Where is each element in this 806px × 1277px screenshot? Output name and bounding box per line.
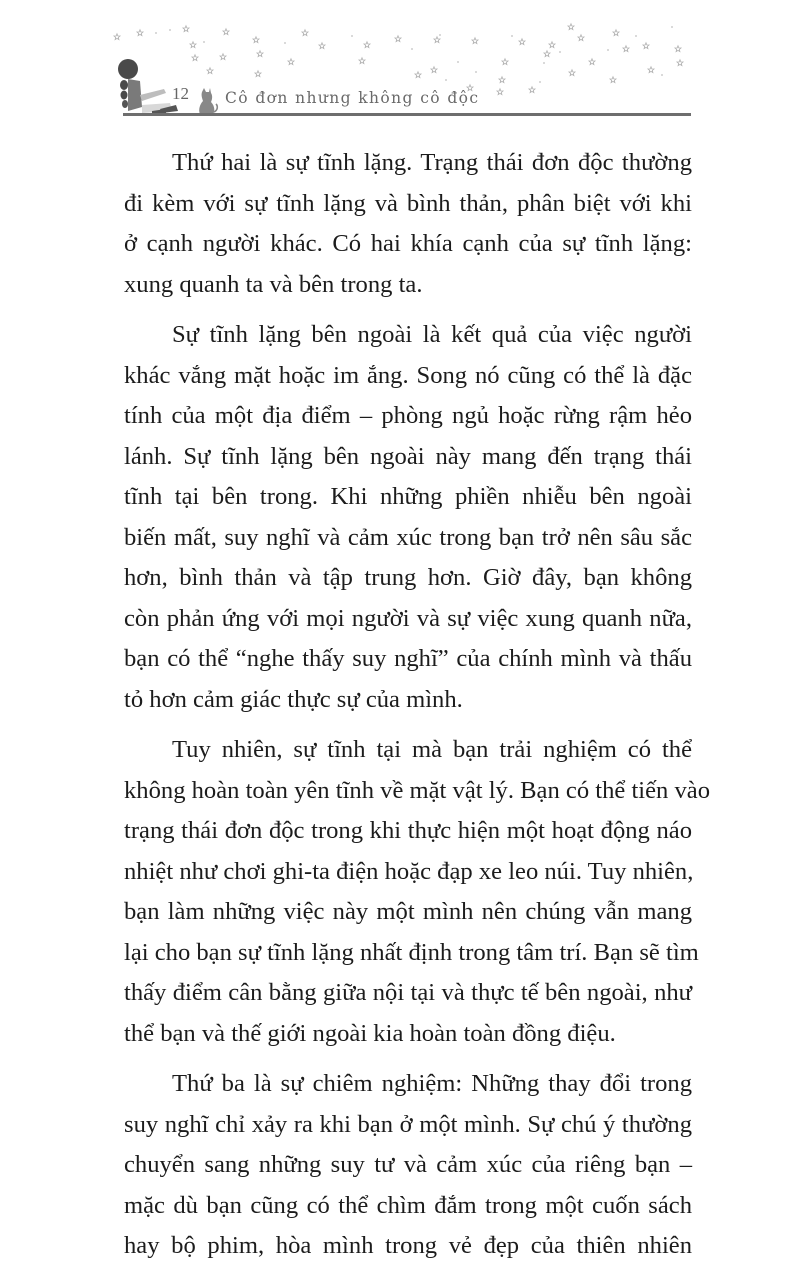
text-line: đi kèm với sự tĩnh lặng và bình thản, phân biệt với khi bbox=[124, 189, 692, 217]
star-icon bbox=[190, 42, 196, 48]
star-icon bbox=[253, 37, 259, 43]
star-icon bbox=[137, 30, 143, 36]
dot-icon bbox=[284, 42, 286, 44]
star-icon bbox=[364, 42, 370, 48]
dot-icon bbox=[671, 26, 673, 28]
dot-icon bbox=[475, 71, 477, 73]
star-icon bbox=[502, 59, 508, 65]
dot-icon bbox=[559, 51, 561, 53]
paragraph bbox=[124, 730, 711, 1054]
star-icon bbox=[549, 42, 555, 48]
star-icon bbox=[183, 26, 189, 32]
paragraph bbox=[124, 143, 692, 305]
dot-icon bbox=[543, 62, 545, 64]
dot-icon bbox=[203, 41, 205, 43]
paragraph bbox=[124, 315, 692, 720]
star-icon bbox=[677, 60, 683, 66]
star-icon bbox=[472, 38, 478, 44]
text-line: bạn làm những việc này một mình nên chúng vẫn mang bbox=[124, 898, 692, 925]
text-line: lại cho bạn sự tĩnh lặng nhất định trong tâm trí. Bạn sẽ tìm bbox=[124, 938, 699, 966]
star-icon bbox=[589, 59, 595, 65]
star-icon bbox=[613, 30, 619, 36]
star-icon bbox=[223, 29, 229, 35]
running-title: Cô đơn nhưng không cô độc bbox=[225, 89, 480, 107]
star-icon bbox=[415, 72, 421, 78]
page-number: 12 bbox=[172, 84, 189, 103]
star-icon bbox=[114, 34, 120, 40]
dot-icon bbox=[511, 35, 513, 37]
text-line: suy nghĩ chỉ xảy ra khi bạn ở một mình. Sự chú ý thường bbox=[124, 1110, 692, 1138]
star-icon bbox=[431, 67, 437, 73]
text-line: thể bạn và thế giới ngoài kia hoàn toàn đồng điệu. bbox=[124, 1019, 616, 1047]
dot-icon bbox=[457, 61, 459, 63]
star-icon bbox=[255, 71, 261, 77]
text-line: bạn có thể “nghe thấy suy nghĩ” của chính mình và thấu bbox=[124, 645, 692, 672]
text-line: tỏ hơn cảm giác thực sự của mình. bbox=[124, 685, 463, 713]
star-icon bbox=[288, 59, 294, 65]
text-line: trạng thái đơn độc trong khi thực hiện một hoạt động náo bbox=[124, 817, 692, 844]
body-text bbox=[124, 143, 711, 1277]
text-line: Thứ hai là sự tĩnh lặng. Trạng thái đơn độc thường bbox=[172, 149, 692, 176]
text-line: mặc dù bạn cũng có thể chìm đắm trong một cuốn sách bbox=[124, 1191, 692, 1219]
text-line: Sự tĩnh lặng bên ngoài là kết quả của việc người bbox=[172, 321, 692, 348]
text-line: tính của một địa điểm – phòng ngủ hoặc rừng rậm hẻo bbox=[124, 402, 692, 429]
star-icon bbox=[610, 77, 616, 83]
star-icon bbox=[623, 46, 629, 52]
text-line: tĩnh tại bên trong. Khi những phiền nhiễu bên ngoài bbox=[124, 483, 692, 510]
text-line: xung quanh ta và bên trong ta. bbox=[124, 270, 423, 298]
star-icon bbox=[529, 87, 535, 93]
text-line: chuyển sang những suy tư và cảm xúc của riêng bạn – bbox=[124, 1151, 692, 1178]
dot-icon bbox=[169, 29, 171, 31]
paragraph bbox=[124, 1064, 692, 1267]
dot-icon bbox=[607, 49, 609, 51]
dot-icon bbox=[539, 81, 541, 83]
text-line: khác vắng mặt hoặc im ắng. Song nó cũng có thể là đặc bbox=[124, 361, 692, 389]
page-header bbox=[0, 0, 806, 120]
cat-icon bbox=[196, 88, 220, 114]
dot-icon bbox=[661, 74, 663, 76]
text-line: ở cạnh người khác. Có hai khía cạnh của sự tĩnh lặng: bbox=[124, 230, 692, 257]
star-icon bbox=[499, 77, 505, 83]
text-line: hơn, bình thản và tập trung hơn. Giờ đây, bạn không bbox=[124, 564, 692, 591]
star-icon bbox=[257, 51, 263, 57]
text-line: còn phản ứng với mọi người và sự việc xung quanh nữa, bbox=[124, 604, 692, 632]
star-icon bbox=[319, 43, 325, 49]
text-line: Thứ ba là sự chiêm nghiệm: Những thay đổi trong bbox=[172, 1070, 692, 1097]
text-line: không hoàn toàn yên tĩnh về mặt vật lý. Bạn có thể tiến vào bbox=[124, 776, 711, 804]
star-icon bbox=[519, 39, 525, 45]
star-icon bbox=[544, 51, 550, 57]
dot-icon bbox=[411, 48, 413, 50]
dot-icon bbox=[445, 79, 447, 81]
text-line: biến mất, suy nghĩ và cảm xúc trong bạn trở nên sâu sắc bbox=[124, 523, 692, 551]
dot-icon bbox=[635, 35, 637, 37]
star-icon bbox=[643, 43, 649, 49]
star-icon bbox=[302, 30, 308, 36]
star-icon bbox=[434, 37, 440, 43]
text-line: hay bộ phim, hòa mình trong vẻ đẹp của thiên nhiên bbox=[124, 1232, 692, 1259]
star-icon bbox=[675, 46, 681, 52]
text-line: nhiệt như chơi ghi-ta điện hoặc đạp xe leo núi. Tuy nhiên, bbox=[124, 857, 694, 885]
star-icon bbox=[578, 35, 584, 41]
star-icon bbox=[220, 54, 226, 60]
star-icon bbox=[192, 55, 198, 61]
star-icon bbox=[497, 89, 503, 95]
dot-icon bbox=[351, 35, 353, 37]
text-line: lánh. Sự tĩnh lặng bên ngoài này mang đến trạng thái bbox=[124, 442, 692, 470]
star-icon bbox=[395, 36, 401, 42]
header-rule bbox=[123, 113, 691, 116]
text-line: Tuy nhiên, sự tĩnh tại mà bạn trải nghiệm có thể bbox=[172, 736, 692, 763]
dot-icon bbox=[155, 32, 157, 34]
star-icon bbox=[568, 24, 574, 30]
star-icon bbox=[648, 67, 654, 73]
star-icon bbox=[359, 58, 365, 64]
star-icon bbox=[569, 70, 575, 76]
star-icon bbox=[207, 68, 213, 74]
text-line: thấy điểm cân bằng giữa nội tại và thực tế bên ngoài, như bbox=[124, 979, 692, 1006]
dot-icon bbox=[439, 34, 441, 36]
